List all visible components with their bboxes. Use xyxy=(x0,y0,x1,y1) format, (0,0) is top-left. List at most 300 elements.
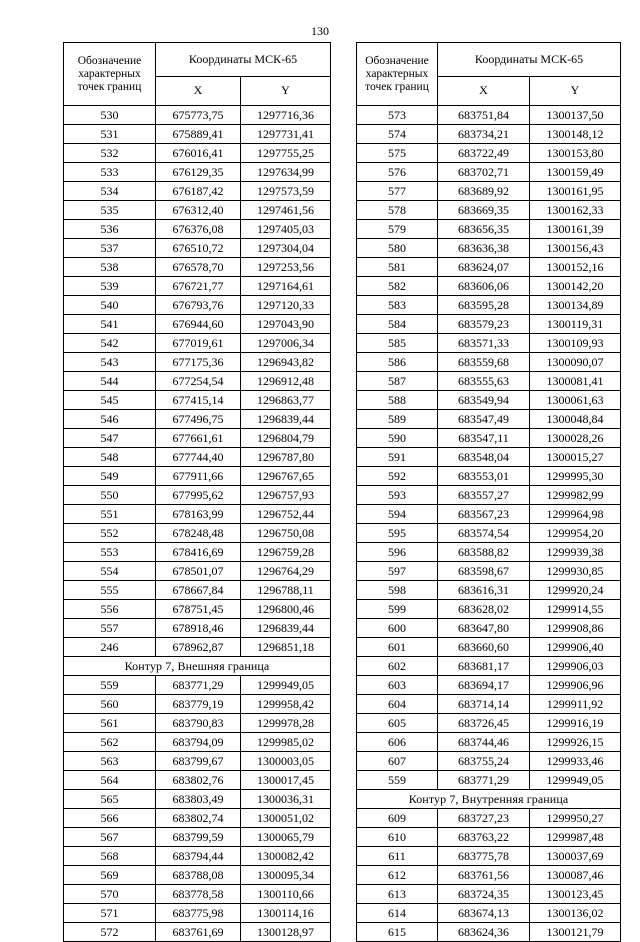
table-row xyxy=(357,695,621,714)
y-column-header: Y xyxy=(241,76,331,105)
x-coordinate-cell: 683790,83 xyxy=(156,714,241,733)
y-coordinate-cell: 1300137,50 xyxy=(530,106,621,125)
x-coordinate-cell: 683763,22 xyxy=(438,828,530,847)
point-id-cell: 571 xyxy=(64,904,156,923)
point-id-cell: 604 xyxy=(357,695,438,714)
y-coordinate-cell: 1300081,41 xyxy=(530,372,621,391)
table-row xyxy=(64,828,331,847)
table-row xyxy=(64,144,331,163)
point-id-cell: 585 xyxy=(357,334,438,353)
point-id-cell: 555 xyxy=(64,581,156,600)
point-id-cell: 563 xyxy=(64,752,156,771)
coordinates-table-left xyxy=(63,42,331,942)
point-id-cell: 575 xyxy=(357,144,438,163)
point-id-cell: 599 xyxy=(357,600,438,619)
table-row xyxy=(64,733,331,752)
x-column-header: X xyxy=(156,76,241,105)
table-row xyxy=(64,847,331,866)
table-row xyxy=(64,429,331,448)
table-row xyxy=(64,315,331,334)
table-row xyxy=(64,923,331,942)
y-coordinate-cell: 1299939,38 xyxy=(530,543,621,562)
x-coordinate-cell: 683674,13 xyxy=(438,904,530,923)
y-coordinate-cell: 1300114,16 xyxy=(241,904,331,923)
y-coordinate-cell: 1296839,44 xyxy=(241,619,331,638)
y-coordinate-cell: 1297716,36 xyxy=(241,106,331,125)
table-row xyxy=(357,543,621,562)
y-coordinate-cell: 1296757,93 xyxy=(241,486,331,505)
x-coordinate-cell: 683595,28 xyxy=(438,296,530,315)
point-id-cell: 594 xyxy=(357,505,438,524)
point-id-cell: 595 xyxy=(357,524,438,543)
point-id-cell: 578 xyxy=(357,201,438,220)
y-coordinate-cell: 1299954,20 xyxy=(530,524,621,543)
point-id-cell: 551 xyxy=(64,505,156,524)
y-coordinate-cell: 1299950,27 xyxy=(530,809,621,828)
table-row xyxy=(357,239,621,258)
point-id-cell: 539 xyxy=(64,277,156,296)
point-id-cell: 544 xyxy=(64,372,156,391)
y-coordinate-cell: 1300136,02 xyxy=(530,904,621,923)
table-row xyxy=(64,163,331,182)
point-id-cell: 569 xyxy=(64,866,156,885)
y-coordinate-cell: 1300095,34 xyxy=(241,866,331,885)
table-body xyxy=(357,106,621,790)
x-coordinate-cell: 683588,82 xyxy=(438,543,530,562)
section-row-group xyxy=(357,790,621,809)
point-id-cell: 550 xyxy=(64,486,156,505)
point-id-cell: 534 xyxy=(64,182,156,201)
point-id-cell: 611 xyxy=(357,847,438,866)
point-id-cell: 574 xyxy=(357,125,438,144)
table-row xyxy=(357,372,621,391)
page-number: 130 xyxy=(311,24,329,38)
point-id-cell: 591 xyxy=(357,448,438,467)
table-row xyxy=(64,125,331,144)
y-coordinate-cell: 1300156,43 xyxy=(530,239,621,258)
point-id-cell: 546 xyxy=(64,410,156,429)
y-coordinate-cell: 1297461,56 xyxy=(241,201,331,220)
table-row xyxy=(357,524,621,543)
table-row xyxy=(64,239,331,258)
point-id-cell: 547 xyxy=(64,429,156,448)
x-coordinate-cell: 683803,49 xyxy=(156,790,241,809)
point-id-cell: 603 xyxy=(357,676,438,695)
table-row xyxy=(357,258,621,277)
table-row xyxy=(64,410,331,429)
table-row xyxy=(64,543,331,562)
table-row xyxy=(64,391,331,410)
y-coordinate-cell: 1300128,97 xyxy=(241,923,331,942)
y-coordinate-cell: 1296851,18 xyxy=(241,638,331,657)
y-coordinate-cell: 1300051,02 xyxy=(241,809,331,828)
x-coordinate-cell: 676721,77 xyxy=(156,277,241,296)
y-coordinate-cell: 1300162,33 xyxy=(530,201,621,220)
y-coordinate-cell: 1300152,16 xyxy=(530,258,621,277)
table-row xyxy=(64,486,331,505)
point-id-cell: 586 xyxy=(357,353,438,372)
section-title: Контур 7, Внешняя граница xyxy=(64,657,331,676)
point-id-cell: 549 xyxy=(64,467,156,486)
point-id-cell: 605 xyxy=(357,714,438,733)
point-id-cell: 559 xyxy=(64,676,156,695)
point-id-cell: 536 xyxy=(64,220,156,239)
x-coordinate-cell: 683553,01 xyxy=(438,467,530,486)
y-coordinate-cell: 1299926,15 xyxy=(530,733,621,752)
y-coordinate-cell: 1299995,30 xyxy=(530,467,621,486)
y-coordinate-cell: 1299906,96 xyxy=(530,676,621,695)
x-coordinate-cell: 683571,33 xyxy=(438,334,530,353)
table-row xyxy=(357,733,621,752)
y-coordinate-cell: 1300119,31 xyxy=(530,315,621,334)
table-row xyxy=(357,676,621,695)
point-id-cell: 587 xyxy=(357,372,438,391)
y-coordinate-cell: 1299949,05 xyxy=(530,771,621,790)
point-id-cell: 543 xyxy=(64,353,156,372)
x-coordinate-cell: 683549,94 xyxy=(438,391,530,410)
point-id-cell: 531 xyxy=(64,125,156,144)
y-coordinate-cell: 1299914,55 xyxy=(530,600,621,619)
point-id-cell: 614 xyxy=(357,904,438,923)
table-row xyxy=(357,220,621,239)
point-id-cell: 548 xyxy=(64,448,156,467)
table-row xyxy=(64,866,331,885)
point-id-cell: 564 xyxy=(64,771,156,790)
y-coordinate-cell: 1300123,45 xyxy=(530,885,621,904)
y-coordinate-cell: 1299930,85 xyxy=(530,562,621,581)
x-coordinate-cell: 683799,67 xyxy=(156,752,241,771)
x-coordinate-cell: 683778,58 xyxy=(156,885,241,904)
table-body xyxy=(64,106,331,657)
point-id-cell: 568 xyxy=(64,847,156,866)
y-coordinate-cell: 1299982,99 xyxy=(530,486,621,505)
x-coordinate-cell: 683548,04 xyxy=(438,448,530,467)
table-row xyxy=(357,144,621,163)
point-id-cell: 593 xyxy=(357,486,438,505)
x-coordinate-cell: 676510,72 xyxy=(156,239,241,258)
y-coordinate-cell: 1299906,40 xyxy=(530,638,621,657)
x-coordinate-cell: 683616,31 xyxy=(438,581,530,600)
x-coordinate-cell: 683751,84 xyxy=(438,106,530,125)
table-row xyxy=(357,201,621,220)
x-coordinate-cell: 683771,29 xyxy=(156,676,241,695)
point-id-cell: 540 xyxy=(64,296,156,315)
y-coordinate-cell: 1299949,05 xyxy=(241,676,331,695)
table-row xyxy=(357,448,621,467)
x-coordinate-cell: 683775,98 xyxy=(156,904,241,923)
table-body xyxy=(357,809,621,942)
x-coordinate-cell: 675773,75 xyxy=(156,106,241,125)
point-id-cell: 559 xyxy=(357,771,438,790)
table-body xyxy=(64,676,331,942)
x-coordinate-cell: 676376,08 xyxy=(156,220,241,239)
table-row xyxy=(357,809,621,828)
point-id-cell: 615 xyxy=(357,923,438,942)
y-coordinate-cell: 1300065,79 xyxy=(241,828,331,847)
point-id-cell: 553 xyxy=(64,543,156,562)
table-row xyxy=(64,904,331,923)
y-coordinate-cell: 1300036,31 xyxy=(241,790,331,809)
point-id-cell: 552 xyxy=(64,524,156,543)
point-id-cell: 612 xyxy=(357,866,438,885)
table-row xyxy=(64,790,331,809)
y-coordinate-cell: 1297755,25 xyxy=(241,144,331,163)
x-coordinate-cell: 683598,67 xyxy=(438,562,530,581)
x-coordinate-cell: 683727,23 xyxy=(438,809,530,828)
table-row xyxy=(357,391,621,410)
point-id-cell: 573 xyxy=(357,106,438,125)
x-coordinate-cell: 683579,23 xyxy=(438,315,530,334)
table-row xyxy=(64,619,331,638)
table-row xyxy=(64,695,331,714)
y-coordinate-cell: 1297120,33 xyxy=(241,296,331,315)
point-id-cell: 561 xyxy=(64,714,156,733)
point-id-cell: 607 xyxy=(357,752,438,771)
point-id-cell: 597 xyxy=(357,562,438,581)
point-id-cell: 557 xyxy=(64,619,156,638)
point-id-cell: 590 xyxy=(357,429,438,448)
table-row xyxy=(357,353,621,372)
table-row xyxy=(357,163,621,182)
y-coordinate-cell: 1299958,42 xyxy=(241,695,331,714)
coordinates-header: Координаты МСК-65 xyxy=(156,43,331,77)
point-id-cell: 560 xyxy=(64,695,156,714)
y-coordinate-cell: 1300037,69 xyxy=(530,847,621,866)
y-coordinate-cell: 1297405,03 xyxy=(241,220,331,239)
table-row xyxy=(357,505,621,524)
y-coordinate-cell: 1299987,48 xyxy=(530,828,621,847)
y-coordinate-cell: 1300082,42 xyxy=(241,847,331,866)
table-row xyxy=(64,182,331,201)
section-row xyxy=(357,790,621,809)
x-coordinate-cell: 683724,35 xyxy=(438,885,530,904)
section-title: Контур 7, Внутренняя граница xyxy=(357,790,621,809)
x-coordinate-cell: 683694,17 xyxy=(438,676,530,695)
x-coordinate-cell: 683681,17 xyxy=(438,657,530,676)
point-id-cell: 577 xyxy=(357,182,438,201)
y-coordinate-cell: 1300087,46 xyxy=(530,866,621,885)
table-header xyxy=(357,43,621,106)
table-row xyxy=(64,296,331,315)
point-id-cell: 592 xyxy=(357,467,438,486)
table-row xyxy=(357,182,621,201)
x-coordinate-cell: 678163,99 xyxy=(156,505,241,524)
coordinates-header: Координаты МСК-65 xyxy=(438,43,621,77)
y-coordinate-cell: 1296787,80 xyxy=(241,448,331,467)
table-row xyxy=(64,638,331,657)
table-row xyxy=(357,600,621,619)
point-id-cell: 567 xyxy=(64,828,156,847)
x-coordinate-cell: 677496,75 xyxy=(156,410,241,429)
y-coordinate-cell: 1296943,82 xyxy=(241,353,331,372)
x-coordinate-cell: 683702,71 xyxy=(438,163,530,182)
y-coordinate-cell: 1299908,86 xyxy=(530,619,621,638)
x-coordinate-cell: 683669,35 xyxy=(438,201,530,220)
x-coordinate-cell: 676129,35 xyxy=(156,163,241,182)
x-coordinate-cell: 683794,09 xyxy=(156,733,241,752)
table-row xyxy=(357,904,621,923)
table-row xyxy=(64,885,331,904)
y-coordinate-cell: 1296764,29 xyxy=(241,562,331,581)
x-coordinate-cell: 683802,76 xyxy=(156,771,241,790)
y-coordinate-cell: 1300110,66 xyxy=(241,885,331,904)
table-row xyxy=(357,866,621,885)
y-coordinate-cell: 1300161,95 xyxy=(530,182,621,201)
x-coordinate-cell: 683771,29 xyxy=(438,771,530,790)
point-id-cell: 610 xyxy=(357,828,438,847)
y-coordinate-cell: 1299916,19 xyxy=(530,714,621,733)
x-coordinate-cell: 683794,44 xyxy=(156,847,241,866)
x-coordinate-cell: 683624,07 xyxy=(438,258,530,277)
x-coordinate-cell: 683547,49 xyxy=(438,410,530,429)
table-row xyxy=(357,638,621,657)
point-id-cell: 556 xyxy=(64,600,156,619)
y-column-header: Y xyxy=(530,76,621,105)
x-coordinate-cell: 678962,87 xyxy=(156,638,241,657)
point-id-cell: 570 xyxy=(64,885,156,904)
y-coordinate-cell: 1296767,65 xyxy=(241,467,331,486)
x-coordinate-cell: 676187,42 xyxy=(156,182,241,201)
y-coordinate-cell: 1299911,92 xyxy=(530,695,621,714)
x-coordinate-cell: 683557,27 xyxy=(438,486,530,505)
table-row xyxy=(357,106,621,125)
y-coordinate-cell: 1300142,20 xyxy=(530,277,621,296)
x-coordinate-cell: 683547,11 xyxy=(438,429,530,448)
point-id-cell: 576 xyxy=(357,163,438,182)
point-id-cell: 589 xyxy=(357,410,438,429)
table-row xyxy=(357,847,621,866)
point-id-cell: 613 xyxy=(357,885,438,904)
table-row xyxy=(64,467,331,486)
x-coordinate-cell: 683555,63 xyxy=(438,372,530,391)
y-coordinate-cell: 1296788,11 xyxy=(241,581,331,600)
x-coordinate-cell: 683628,02 xyxy=(438,600,530,619)
table-row xyxy=(357,771,621,790)
y-coordinate-cell: 1297006,34 xyxy=(241,334,331,353)
x-coordinate-cell: 683689,92 xyxy=(438,182,530,201)
x-coordinate-cell: 678667,84 xyxy=(156,581,241,600)
x-coordinate-cell: 683567,23 xyxy=(438,505,530,524)
table-row xyxy=(357,562,621,581)
y-coordinate-cell: 1300017,45 xyxy=(241,771,331,790)
y-coordinate-cell: 1300148,12 xyxy=(530,125,621,144)
table-row xyxy=(64,220,331,239)
point-id-cell: 538 xyxy=(64,258,156,277)
table-row xyxy=(64,809,331,828)
table-row xyxy=(64,201,331,220)
points-label-header: Обозначение характерных точек границ xyxy=(357,43,438,106)
table-row xyxy=(357,828,621,847)
point-id-cell: 246 xyxy=(64,638,156,657)
point-id-cell: 598 xyxy=(357,581,438,600)
table-row xyxy=(64,106,331,125)
x-coordinate-cell: 683802,74 xyxy=(156,809,241,828)
point-id-cell: 533 xyxy=(64,163,156,182)
point-id-cell: 566 xyxy=(64,809,156,828)
x-coordinate-cell: 683624,36 xyxy=(438,923,530,942)
table-row xyxy=(357,125,621,144)
y-coordinate-cell: 1300134,89 xyxy=(530,296,621,315)
point-id-cell: 554 xyxy=(64,562,156,581)
y-coordinate-cell: 1300061,63 xyxy=(530,391,621,410)
point-id-cell: 565 xyxy=(64,790,156,809)
x-coordinate-cell: 678501,07 xyxy=(156,562,241,581)
table-row xyxy=(64,562,331,581)
x-coordinate-cell: 683606,06 xyxy=(438,277,530,296)
table-row xyxy=(64,353,331,372)
x-coordinate-cell: 683779,19 xyxy=(156,695,241,714)
table-row xyxy=(64,714,331,733)
table-header xyxy=(64,43,331,106)
x-coordinate-cell: 676793,76 xyxy=(156,296,241,315)
table-row xyxy=(357,467,621,486)
table-row xyxy=(64,334,331,353)
x-coordinate-cell: 683761,56 xyxy=(438,866,530,885)
y-coordinate-cell: 1296863,77 xyxy=(241,391,331,410)
x-coordinate-cell: 683761,69 xyxy=(156,923,241,942)
y-coordinate-cell: 1296752,44 xyxy=(241,505,331,524)
point-id-cell: 532 xyxy=(64,144,156,163)
point-id-cell: 596 xyxy=(357,543,438,562)
x-coordinate-cell: 683799,59 xyxy=(156,828,241,847)
point-id-cell: 582 xyxy=(357,277,438,296)
y-coordinate-cell: 1297731,41 xyxy=(241,125,331,144)
y-coordinate-cell: 1299906,03 xyxy=(530,657,621,676)
x-coordinate-cell: 683636,38 xyxy=(438,239,530,258)
table-row xyxy=(64,258,331,277)
x-coordinate-cell: 683722,49 xyxy=(438,144,530,163)
x-coordinate-cell: 677911,66 xyxy=(156,467,241,486)
table-row xyxy=(64,505,331,524)
x-coordinate-cell: 677175,36 xyxy=(156,353,241,372)
table-row xyxy=(64,752,331,771)
table-row xyxy=(64,277,331,296)
x-coordinate-cell: 683647,80 xyxy=(438,619,530,638)
section-row-group xyxy=(64,657,331,676)
x-coordinate-cell: 683755,24 xyxy=(438,752,530,771)
point-id-cell: 541 xyxy=(64,315,156,334)
y-coordinate-cell: 1297304,04 xyxy=(241,239,331,258)
point-id-cell: 537 xyxy=(64,239,156,258)
x-coordinate-cell: 677415,14 xyxy=(156,391,241,410)
x-coordinate-cell: 677661,61 xyxy=(156,429,241,448)
table-row xyxy=(357,752,621,771)
y-coordinate-cell: 1300028,26 xyxy=(530,429,621,448)
point-id-cell: 579 xyxy=(357,220,438,239)
y-coordinate-cell: 1299920,24 xyxy=(530,581,621,600)
table-row xyxy=(357,657,621,676)
section-row xyxy=(64,657,331,676)
point-id-cell: 588 xyxy=(357,391,438,410)
table-row xyxy=(357,315,621,334)
table-row xyxy=(64,771,331,790)
x-coordinate-cell: 678248,48 xyxy=(156,524,241,543)
y-coordinate-cell: 1297043,90 xyxy=(241,315,331,334)
table-row xyxy=(357,296,621,315)
table-row xyxy=(357,410,621,429)
x-coordinate-cell: 683714,14 xyxy=(438,695,530,714)
x-coordinate-cell: 678918,46 xyxy=(156,619,241,638)
table-row xyxy=(357,923,621,942)
x-coordinate-cell: 683734,21 xyxy=(438,125,530,144)
y-coordinate-cell: 1300109,93 xyxy=(530,334,621,353)
x-coordinate-cell: 676312,40 xyxy=(156,201,241,220)
x-coordinate-cell: 677744,40 xyxy=(156,448,241,467)
y-coordinate-cell: 1300015,27 xyxy=(530,448,621,467)
x-coordinate-cell: 676578,70 xyxy=(156,258,241,277)
x-column-header: X xyxy=(438,76,530,105)
table-row xyxy=(357,885,621,904)
